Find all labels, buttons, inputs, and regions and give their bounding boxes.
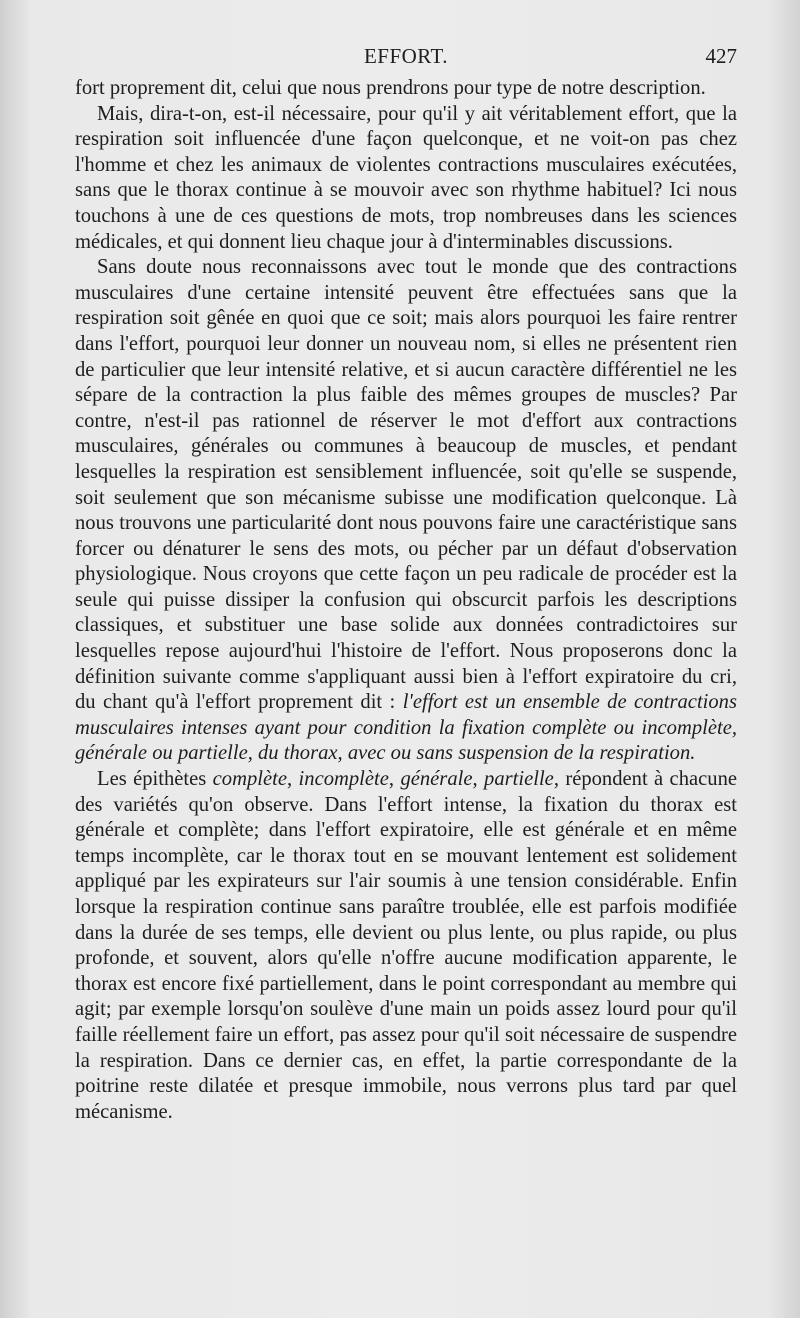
paragraph-text: fort proprement dit, celui que nous prendrons pour type de notre description. — [75, 77, 706, 99]
paragraph-text: Sans doute nous reconnaissons avec tout le monde que des contractions musculaires d'une certaine intensité peuvent être effectuées sans que la respiration soit gênée en quoi que ce soit; mais alors pourquoi les faire rentrer dans l'effort, pourquoi leur donner un nouveau nom, si elles ne présentent rien de particulier que leur intensité relative, et si aucun caractère différentiel ne les sépare de la contraction la plus faible des mêmes groupes de muscles? Par contre, n'est-il pas rationnel de réserver le mot d'effort aux contractions musculaires, générales ou communes à beaucoup de muscles, et pendant lesquelles la respiration est sensiblement influencée, soit qu'elle se suspende, soit seulement que son mécanisme subisse une modification quelconque. Là nous trouvons une particularité dont nous pouvons faire une caractéristique sans forcer ou dénaturer le sens des mots, ou pécher par un défaut d'observation physiologique. Nous croyons que cette façon un peu radicale de procéder est la seule qui puisse dissiper la confusion qui obscurcit parfois les descriptions classiques, et substituer une base solide aux données contradictoires sur lesquelles repose aujourd'hui l'histoire de l'effort. Nous proposerons donc la définition suivante comme s'appliquant aussi bien à l'effort expiratoire du cri, du chant qu'à l'effort proprement dit : — [75, 256, 737, 714]
running-title: EFFORT. — [363, 44, 449, 68]
definition-italic: l'effort est un ensemble de contractions musculaires intenses ayant pour condition la fixation complète ou incomplète, générale ou partielle, du thorax, avec ou sans suspension de la respiration. — [75, 691, 737, 765]
term-italic: complète — [212, 768, 288, 791]
term-italic: incomplète — [298, 768, 389, 791]
paragraph: Les épithètes complète, incomplète, générale, partielle, répondent à chacune des variétés qu'on observe. Dans l'effort intense, la fixation du thorax est générale et complète; dans l'effort expiratoire, elle est générale et en même temps incomplète, car le thorax tout en se mouvant lentement est solidement appliqué par les expirateurs sur l'air soumis à une tension considérable. Enfin lorsque la respiration continue sans paraître troublée, elle est parfois modifiée dans la durée de ses temps, elle devient ou plus lente, ou plus rapide, ou plus profonde, et souvent, alors qu'elle n'offre aucune modification apparente, le thorax est encore fixé partiellement, dans le point correspondant au membre qui agit; par exemple lorsqu'on soulève d'une main un poids assez lourd pour qu'il faille réellement faire un effort, pas assez pour qu'il soit nécessaire de suspendre la respiration. Dans ce dernier cas, en effet, la partie correspondante de la poitrine reste dilatée et presque immobile, nous verrons plus tard par quel mécanisme. — [75, 768, 738, 1123]
paragraph-text: Les épithètes — [97, 768, 213, 791]
paragraph-text: , répondent à chacune des variétés qu'on observe. Dans l'effort intense, la fixation du thorax est générale et complète; dans l'effort expiratoire, elle est générale et en même temps incomplète, car le thorax tout en se mouvant lentement est solidement appliqué par les expirateurs sur l'air soumis à une tension considérable. Enfin lorsque la respiration continue sans paraître troublée, elle est parfois modifiée dans la durée de ses temps, elle devient ou plus lente, ou plus rapide, ou plus profonde, et souvent, alors qu'elle n'offre aucune modification apparente, le thorax est encore fixé partiellement, dans le point correspondant au membre qui agit; par exemple lorsqu'on soulève d'une main un poids assez lourd pour qu'il faille réellement faire un effort, pas assez pour qu'il soit nécessaire de suspendre la respiration. Dans ce dernier cas, en effet, la partie correspondante de la poitrine reste dilatée et presque immobile, nous verrons plus tard par quel mécanisme. — [75, 768, 738, 1123]
paragraph — [75, 255, 737, 767]
page-number: 427 — [705, 44, 737, 68]
paragraph — [75, 102, 737, 256]
paragraph — [75, 76, 737, 102]
term-italic: partielle — [484, 768, 554, 791]
page-header — [75, 44, 737, 70]
term-italic: générale — [400, 768, 473, 791]
body-text — [75, 76, 737, 1125]
paragraph-text: Mais, dira-t-on, est-il nécessaire, pour qu'il y ait véritablement effort, que la respiration soit influencée d'une façon quelconque, et ne voit-on pas chez l'homme et chez les animaux de violentes contractions musculaires exécutées, sans que le thorax continue à se mouvoir avec son rhythme habituel? Ici nous touchons à une de ces questions de mots, trop nombreuses dans les sciences médicales, et qui donnent lieu chaque jour à d'interminables discussions. — [75, 102, 737, 253]
